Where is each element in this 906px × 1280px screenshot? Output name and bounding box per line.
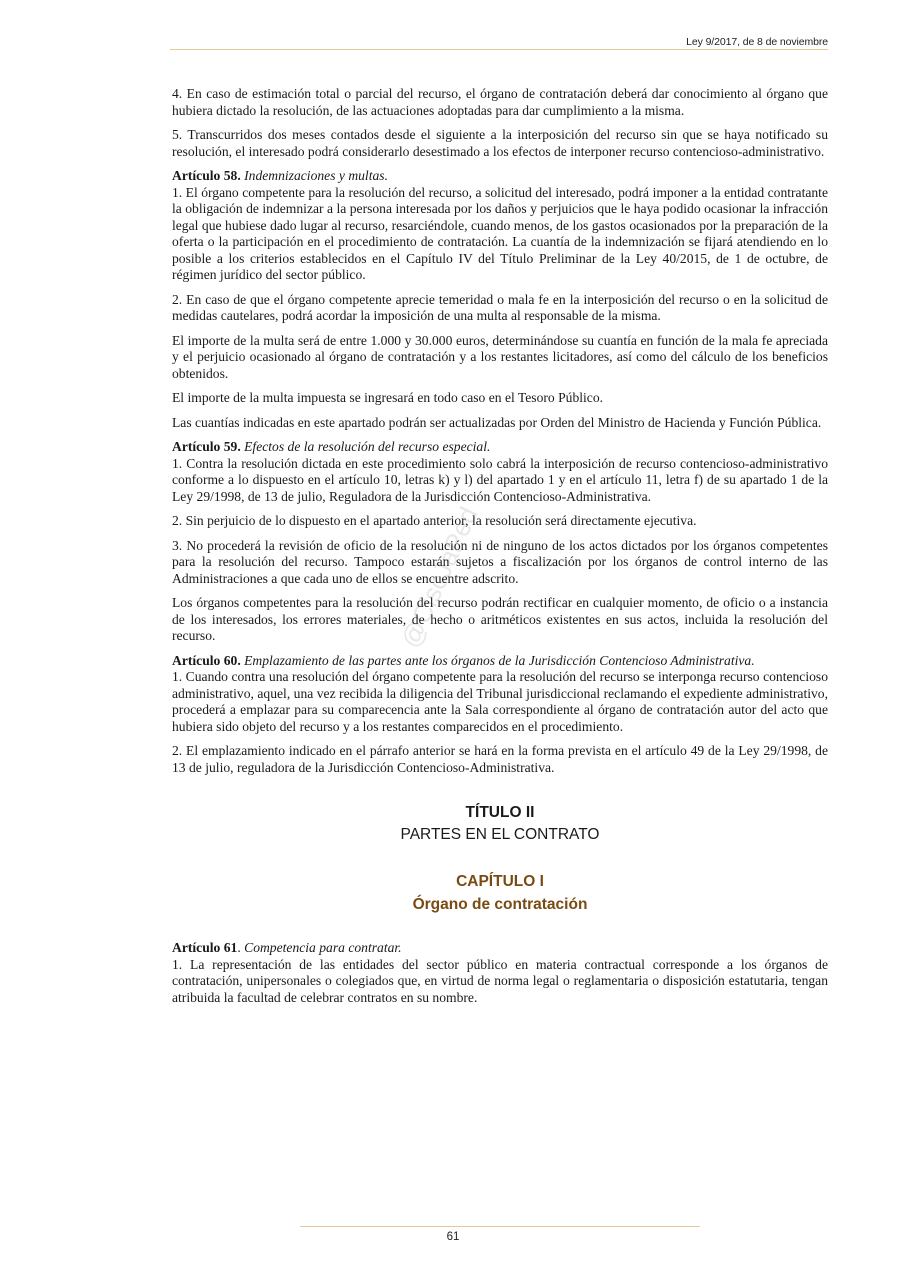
article-61-heading: Artículo 61. Competencia para contratar. — [172, 940, 402, 955]
paragraph-58-5: Las cuantías indicadas en este apartado podrán ser actualizadas por Orden del Ministro de Hacienda y Función Pública. — [172, 414, 822, 430]
paragraph-60-2: 2. El emplazamiento indicado en el párrafo anterior se hará en la forma prevista en el artículo 49 de la Ley 29/1998, de 13 de julio, reguladora de la Jurisdicción Contencioso-Administrativa. — [172, 743, 828, 775]
capitulo-subheading: Órgano de contratación — [412, 896, 588, 913]
capitulo-heading: CAPÍTULO I — [456, 873, 544, 890]
paragraph-58-3: El importe de la multa será de entre 1.000 y 30.000 euros, determinándose su cuantía en función de la mala fe apreciada y el perjuicio ocasionado al órgano de contratación y a los restantes licitadores, así como del cálculo de los beneficios obtenidos. — [172, 332, 828, 381]
title-block — [172, 802, 828, 916]
article-60-number: Artículo 60. — [172, 652, 241, 668]
page-body — [172, 86, 828, 1014]
paragraph-58-2: 2. En caso de que el órgano competente aprecie temeridad o mala fe en la interposición del recurso o en la solicitud de medidas cautelares, podrá acordar la imposición de una multa al responsable de la misma. — [172, 291, 828, 323]
article-59-title: Efectos de la resolución del recurso especial. — [244, 439, 491, 454]
paragraph-59-2: 2. Sin perjuicio de lo dispuesto en el apartado anterior, la resolución será directamente ejecutiva. — [172, 513, 697, 528]
article-58-title: Indemnizaciones y multas. — [244, 168, 388, 183]
paragraph-59-3: 3. No procederá la revisión de oficio de la resolución ni de ninguno de los actos dictados por los órganos competentes para la resolución del recurso. Tampoco estarán sujetos a fiscalización por los órganos de control interno de las Administraciones a que cada uno de ellos se encuentre adscrito. — [172, 537, 828, 586]
paragraph-58-1: 1. El órgano competente para la resolución del recurso, a solicitud del interesado, podrá imponer a la entidad contratante la obligación de indemnizar a la persona interesada por los daños y perjuicios que le haya podido ocasionar la infracción legal que hubiese dado lugar al recurso, resarciéndole, cuando menos, de los gastos ocasionados por la preparación de la oferta o la participación en el procedimiento de contratación. La cuantía de la indemnización se fijará atendiendo en lo posible a los criterios establecidos en el Capítulo IV del Título Preliminar de la Ley 40/2015, de 1 de octubre, de régimen jurídico del sector público. — [172, 184, 828, 282]
article-59-heading — [172, 439, 828, 456]
paragraph-59-4: Los órganos competentes para la resolución del recurso podrán rectificar en cualquier momento, de oficio o a instancia de los interesados, los errores materiales, de hecho o aritméticos existentes en sus actos, incluida la resolución del recurso. — [172, 595, 828, 643]
article-61-title: Competencia para contratar. — [244, 940, 402, 955]
article-61-number: Artículo 61 — [172, 940, 238, 955]
article-60-title: Emplazamiento de las partes ante los órganos de la Jurisdicción Contencioso Administrativa. — [244, 652, 755, 668]
article-58-heading — [172, 168, 828, 185]
titulo-subheading: PARTES EN EL CONTRATO — [400, 826, 600, 843]
paragraph-58-4: El importe de la multa impuesta se ingresará en todo caso en el Tesoro Público. — [172, 390, 604, 405]
paragraph-60-1: 1. Cuando contra una resolución del órgano competente para la resolución del recurso se interponga recurso contencioso administrativo, aquel, una vez recibida la diligencia del Tribunal jurisdiccional reclamando el expediente administrativo, procederá a emplazar para su comparecencia ante la Sala correspondiente al órgano de contratación autor del acto que hubiera sido objeto del recurso y a los restantes comparecidos en el procedimiento. — [172, 669, 828, 734]
article-59-number: Artículo 59. — [172, 439, 241, 454]
footer-divider — [300, 1226, 700, 1227]
article-60-heading — [172, 653, 828, 670]
watermark: @CiscJaPed — [395, 502, 484, 653]
paragraph-57-4: 4. En caso de estimación total o parcial del recurso, el órgano de contratación deberá dar conocimiento al órgano que hubiera dictado la resolución, de las actuaciones adoptadas para dar cumplimiento a la misma. — [172, 86, 828, 118]
running-header: Ley 9/2017, de 8 de noviembre — [686, 36, 828, 48]
paragraph-57-5: 5. Transcurridos dos meses contados desde el siguiente a la interposición del recurso sin que se haya notificado su resolución, el interesado podrá considerarlo desestimado a los efectos de interponer recurso contencioso-administrativo. — [172, 127, 828, 159]
header-divider — [170, 49, 828, 50]
page-number: 61 — [446, 1231, 460, 1243]
article-58-number: Artículo 58. — [172, 168, 241, 183]
paragraph-59-1: 1. Contra la resolución dictada en este procedimiento solo cabrá la interposición de recurso contencioso-administrativo conforme a lo dispuesto en el artículo 10, letras k) y l) del apartado 1 y en el artículo 11, letra f) de su apartado 1 de la Ley 29/1998, de 13 de julio, Reguladora de la Jurisdicción Contencioso-Administrativa. — [172, 455, 828, 504]
titulo-heading: TÍTULO II — [465, 804, 535, 821]
paragraph-61-1: 1. La representación de las entidades del sector público en materia contractual corresponde a los órganos de contratación, unipersonales o colegiados que, en virtud de norma legal o reglamentaria o disposición estatutaria, tengan atribuida la facultad de celebrar contratos en su nombre. — [172, 956, 828, 1005]
